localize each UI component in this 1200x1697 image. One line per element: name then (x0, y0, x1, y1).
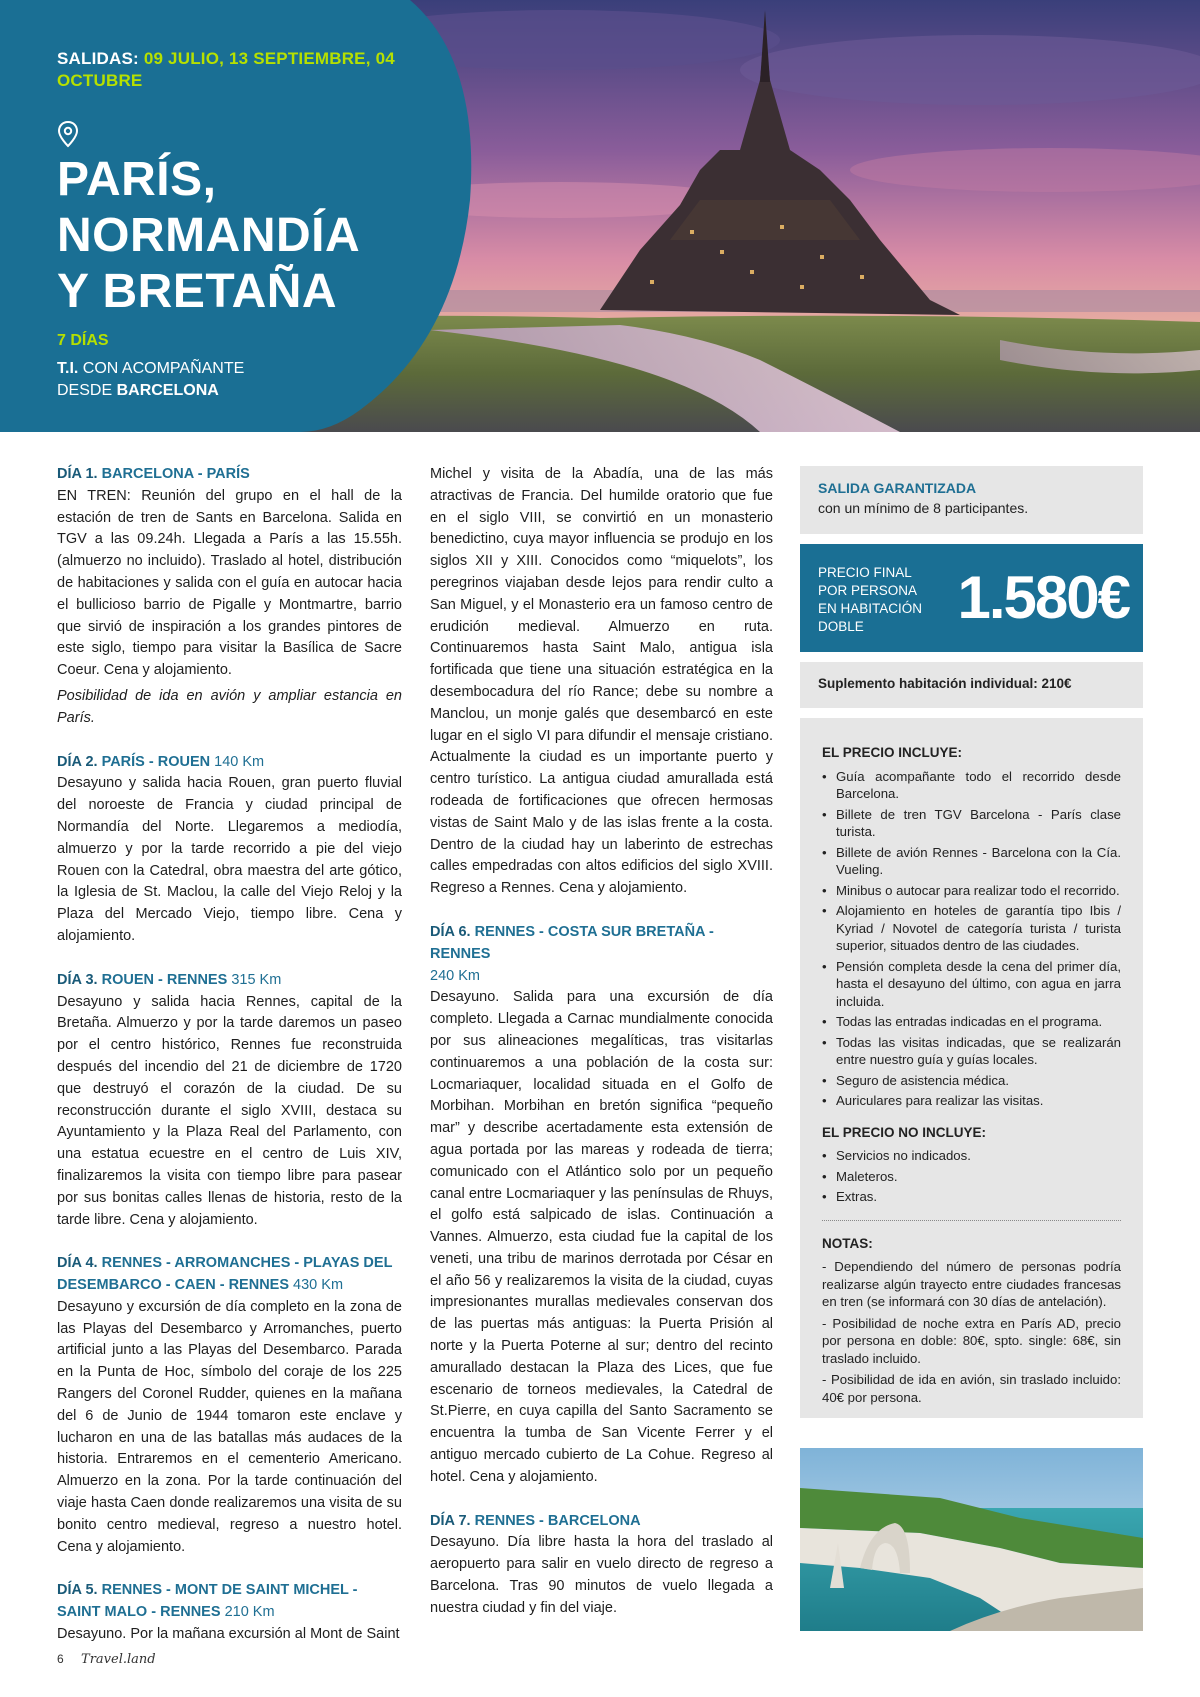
day-title: BARCELONA - PARÍS (101, 466, 250, 482)
day-heading (57, 1580, 402, 1624)
salidas-label: SALIDAS: (57, 49, 139, 68)
page-number: 6 (57, 1652, 64, 1666)
salidas-value: 09 JULIO, 13 SEPTIEMBRE, 04 OCTUBRE (57, 49, 395, 90)
notes-section (822, 1235, 1121, 1407)
day-2 (57, 752, 402, 948)
day-4 (57, 1253, 402, 1558)
day-text: Desayuno y salida hacia Rouen, gran puerto fluvial del noroeste de Francia y ciudad principal de Normandía del Norte. Llegaremos a mediodía, almuerzo y por la tarde recorrido a pie del viejo Rouen con la Catedral, obra maestra del arte gótico, la Iglesia de St. Maclou, la calle del Viejo Reloj y la Plaza del Mercado Viejo, tiempo libre. Cena y alojamiento. (57, 775, 402, 944)
list-item: • Billete de tren TGV Barcelona - París clase turista. (822, 806, 1121, 841)
list-item: • Maleteros. (822, 1168, 1121, 1186)
day-label: DÍA 7. (430, 1512, 471, 1529)
price-amount: 1.580€ (957, 564, 1129, 631)
list-item: • Todas las visitas indicadas, que se realizarán entre nuestro guía y guías locales. (822, 1034, 1121, 1069)
day-label: DÍA 4. (57, 1255, 98, 1272)
list-item: • Alojamiento en hoteles de garantía tipo Ibis / Kyriad / Novotel de categoría turista / turista superior, situados dentro de las ciudades. (822, 902, 1121, 955)
day-text: Desayuno. Salida para una excursión de día completo. Llegada a Carnac mundialmente conocida por sus alineaciones megalíticas, tras visitarlas continuaremos a una población de la costa sur: Locmariaquer, localidad situada en el Golfo de Morbihan. Morbihan en bretón significa “pequeño mar” y describe acertadamente esta extensión de agua portada por las mareas y rodeada de tierra; comunicado con el Atlántico solo por un pequeño canal entre Locmariaquer y las penínsulas de Rhuys, el golfo está salpicado de islas. Continuación a Vannes. Almuerzo, esta ciudad fue la capital de los veneti, una tribu de marinos derrotada por César en el año 56 y realizaremos la visita de la ciudad, cuyas impresionantes murallas medievales conservan dos de las puertas más antiguas: la Puerta Prisión al norte y la Puerta Poterne al sur; dentro del recinto amurallado destacan la Plaza des Lices, que fue escenario de torneos medievales, la Catedral de St.Pierre, en cuya capilla del Santo Sacramento se encuentra la tumba de San Vicente Ferrer y el antiguo mercado cubierto de La Cohue. Regreso al hotel. Cena y alojamiento. (430, 989, 773, 1485)
list-item: • Guía acompañante todo el recorrido desde Barcelona. (822, 768, 1121, 803)
guaranteed-departure-box (800, 466, 1143, 534)
day-heading (57, 1253, 402, 1297)
title-line: PARÍS, (57, 153, 217, 206)
guaranteed-text: con un mínimo de 8 participantes. (818, 500, 1029, 516)
single-supplement: Suplemento habitación individual: 210€ (800, 662, 1143, 708)
price-details-box (800, 718, 1143, 1418)
brand-logo: Travel.land (81, 1652, 156, 1667)
title-line: NORMANDÍA (57, 209, 361, 262)
day-heading (57, 752, 402, 774)
location-pin-icon (56, 120, 80, 148)
price-line: PRECIO FINAL (818, 565, 912, 580)
day-text: Desayuno y excursión de día completo en la zona de las Playas del Desembarco y Arromanches, puerto artificial junto a las Playas del Desembarco. Parada en la Punta de Hoc, símbolo del coraje de los 225 Rangers del Coronel Rudder, quienes en la mañana del 6 de Junio de 1944 tomaron este enclave y lucharon en una de las batallas más audaces de la historia. Entraremos en el cementerio Americano. Almuerzo en la zona. Por la tarde continuación del viaje hasta Caen donde realizaremos una visita de su bonito centro medieval, regreso a nuestro hotel. Cena y alojamiento. (57, 1298, 402, 1555)
page-title (57, 152, 360, 320)
note-item: - Posibilidad de ida en avión, sin traslado incluido: 40€ por persona. (822, 1372, 1121, 1405)
day-title: RENNES - ARROMANCHES - PLAYAS DEL DESEMBARCO - CAEN - RENNES (57, 1255, 393, 1294)
trip-duration: 7 DÍAS (57, 332, 109, 349)
day-text: EN TREN: Reunión del grupo en el hall de la estación de tren de Sants en Barcelona. Salida en TGV a las 09.24h. Llegada a París a las 15.55h. (almuerzo no incluido). Traslado al hotel, distribución de habitaciones y salida con el guía en autocar hacia el bullicioso barrio de Pigalle y Montmartre, barrio que sirvió de inspiración a los grandes pintores de este siglo, tiempo para visitar la Basílica de Sacre Coeur. Cena y alojamiento. (57, 487, 402, 679)
notes-title: NOTAS: (822, 1235, 873, 1251)
ti-label: T.I. (57, 360, 79, 377)
list-item: • Todas las entradas indicadas en el programa. (822, 1013, 1121, 1031)
day-label: DÍA 2. (57, 753, 98, 770)
day-distance: 240 Km (430, 967, 480, 984)
dotted-divider (822, 1220, 1121, 1221)
desde-city: BARCELONA (116, 382, 219, 399)
list-item: • Pensión completa desde la cena del primer día, hasta el desayuno del último, con agua en jarra incluida. (822, 958, 1121, 1011)
list-item: • Servicios no indicados. (822, 1147, 1121, 1165)
day-text: Desayuno. Día libre hasta la hora del traslado al aeropuerto para salir en vuelo directo de regreso a Barcelona. Tras 90 minutos de vuelo llegada a nuestra ciudad y fin del viaje. (430, 1534, 773, 1616)
list-item: • Seguro de asistencia médica. (822, 1072, 1121, 1090)
day-5 (57, 1580, 402, 1645)
day-5-continued (430, 464, 773, 900)
day-heading (430, 1511, 773, 1533)
note-item: - Posibilidad de noche extra en París AD, precio por persona en doble: 80€, spto. single: 68€, sin traslado incluido. (822, 1315, 1121, 1366)
day-heading (430, 922, 773, 987)
day-title: RENNES - MONT DE SAINT MICHEL - SAINT MALO - RENNES (57, 1582, 358, 1621)
day-1 (57, 464, 402, 730)
itinerary-column-1 (57, 464, 402, 1668)
day-distance: 140 Km (214, 753, 265, 770)
list-item: • Extras. (822, 1188, 1121, 1206)
day-3 (57, 970, 402, 1232)
price-line: POR PERSONA (818, 583, 918, 598)
day-distance: 210 Km (224, 1604, 275, 1621)
includes-title: EL PRECIO INCLUYE: (822, 745, 963, 760)
trip-type (57, 358, 244, 402)
includes-list (822, 768, 1121, 1110)
ti-text: CON ACOMPAÑANTE (82, 360, 245, 377)
salidas-dates (57, 48, 397, 92)
day-title: PARÍS - ROUEN (101, 753, 211, 770)
day-text: Michel y visita de la Abadía, una de las más atractivas de Francia. Del humilde oratorio que fue en el siglo VIII, se convirtió en un monasterio benedictino, cuya mayor influencia se produjo en los siglos XII y XIII. Conocidos como “miquelots”, los peregrinos viajaban desde lejos para rendir culto a San Miguel, y el Monasterio era un famoso centro de erudición medieval. Almuerzo en ruta. Continuaremos hasta Saint Malo, antigua isla fortificada que tiene una situación estratégica en la desembocadura del río Rance; debe su nombre a Manclou, un monje galés que desembarcó en este lugar en el siglo VI para difundir el mensaje cristiano. Actualmente la ciudad es un importante puerto y centro turístico. La antigua ciudad amurallada está rodeada de fortificaciones que ofrecen hermosas vistas de Saint Malo y de las islas frente a la costa. Dentro de la ciudad hay un laberinto de estrechas calles empedradas con altos edificios del siglo XVIII. Regreso a Rennes. Cena y alojamiento. (430, 466, 773, 897)
itinerary-column-2 (430, 464, 773, 1642)
title-line: Y BRETAÑA (57, 265, 338, 318)
day-text: Desayuno. Por la mañana excursión al Mont de Saint (57, 1626, 400, 1643)
not-includes-list (822, 1147, 1121, 1206)
day-label: DÍA 6. (430, 923, 471, 940)
day-label: DÍA 5. (57, 1582, 98, 1599)
guaranteed-title: SALIDA GARANTIZADA (818, 480, 977, 496)
day-heading (57, 464, 402, 486)
note-item: - Dependiendo del número de personas podría realizarse algún trayecto entre ciudades francesas en tren (se informará con 30 días de antelación). (822, 1259, 1121, 1309)
not-includes-title: EL PRECIO NO INCLUYE: (822, 1124, 987, 1140)
price-line: EN HABITACIÓN (818, 601, 923, 616)
hero-banner (0, 0, 1200, 432)
day-6 (430, 922, 773, 1489)
desde-label: DESDE (57, 382, 113, 399)
day-label: DÍA 1. (57, 466, 98, 482)
price-box (800, 544, 1143, 652)
list-item: • Billete de avión Rennes - Barcelona con la Cía. Vueling. (822, 844, 1121, 879)
day-heading (57, 970, 402, 992)
price-line: DOBLE (818, 619, 864, 634)
day-title: RENNES - COSTA SUR BRETAÑA - RENNES (430, 923, 714, 962)
day-note: Posibilidad de ida en avión y ampliar estancia en París. (57, 687, 402, 726)
list-item: • Auriculares para realizar las visitas. (822, 1092, 1121, 1110)
price-description (818, 564, 922, 636)
list-item: • Minibus o autocar para realizar todo el recorrido. (822, 882, 1121, 900)
day-title: RENNES - BARCELONA (474, 1512, 641, 1529)
day-text: Desayuno y salida hacia Rennes, capital de la Bretaña. Almuerzo y por la tarde daremos un paseo por el centro histórico, Rennes fue reconstruida después del incendio del 21 de diciembre de 1720 que destruyó el corazón de la ciudad. De su reconstrucción durante el siglo XVIII, destaca su Ayuntamiento y la Plaza Real del Parlamento, con una estatua ecuestre en el centro de Luis XIV, finalizaremos la visita con tiempo libre para pasear por sus bonitas calles llenas de historia, resto de la tarde libre. Cena y alojamiento. (57, 993, 402, 1228)
day-distance: 315 Km (231, 971, 282, 988)
etretat-cliffs-photo (800, 1448, 1143, 1631)
day-label: DÍA 3. (57, 971, 98, 988)
day-distance: 430 Km (293, 1277, 344, 1294)
day-7 (430, 1511, 773, 1620)
page-footer (57, 1652, 156, 1667)
day-title: ROUEN - RENNES (101, 971, 228, 988)
